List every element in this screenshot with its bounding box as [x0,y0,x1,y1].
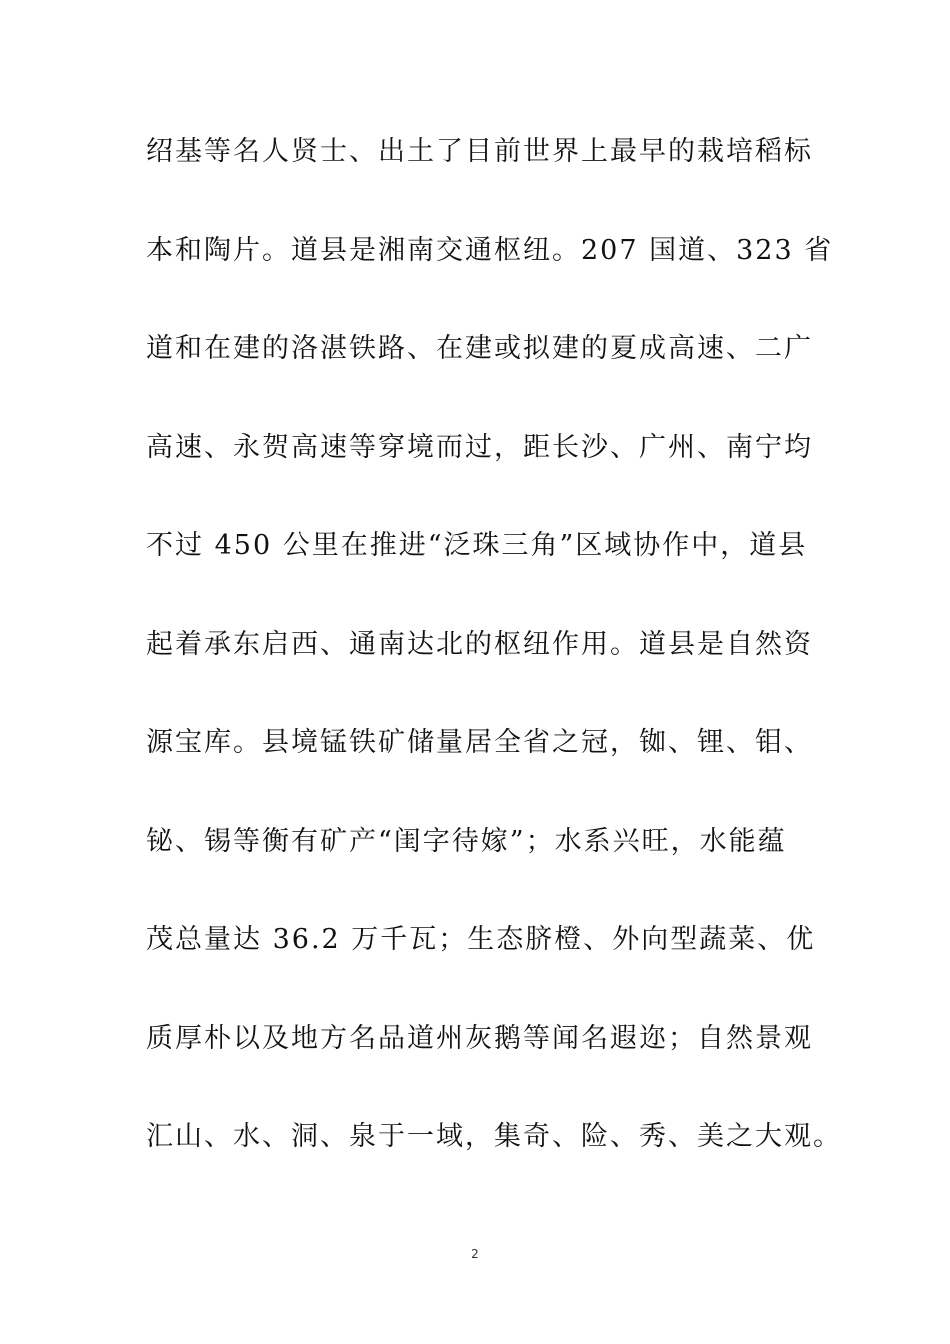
text-line-6: 起着承东启西、通南达北的枢纽作用。道县是自然资 [146,628,813,660]
text-line-2: 本和陶片。道县是湘南交通枢纽。207 国道、323 省 [146,234,834,266]
page-number: 2 [471,1247,479,1261]
text-line-7: 源宝库。县境锰铁矿储量居全省之冠，铷、锂、钼、 [146,727,813,758]
body-text [146,122,846,1206]
text-line-9: 茂总量达 36.2 万千瓦；生态脐橙、外向型蔬菜、优 [146,924,816,955]
text-line-5: 不过 450 公里在推进“泛珠三角”区域协作中，道县 [146,530,808,561]
text-line-3: 道和在建的洛湛铁路、在建或拟建的夏成高速、二广 [146,333,813,364]
text-line-10: 质厚朴以及地方名品道州灰鹅等闻名遐迩；自然景观 [146,1022,813,1054]
text-line-1: 绍基等名人贤士、出土了目前世界上最早的栽培稻标 [146,136,813,167]
text-line-4: 高速、永贺高速等穿境而过，距长沙、广州、南宁均 [146,431,813,463]
text-line-11: 汇山、水、洞、泉于一域，集奇、险、秀、美之大观。 [146,1121,842,1152]
text-line-8: 铋、锡等衡有矿产“闺字待嫁”；水系兴旺，水能蕴 [146,825,787,857]
